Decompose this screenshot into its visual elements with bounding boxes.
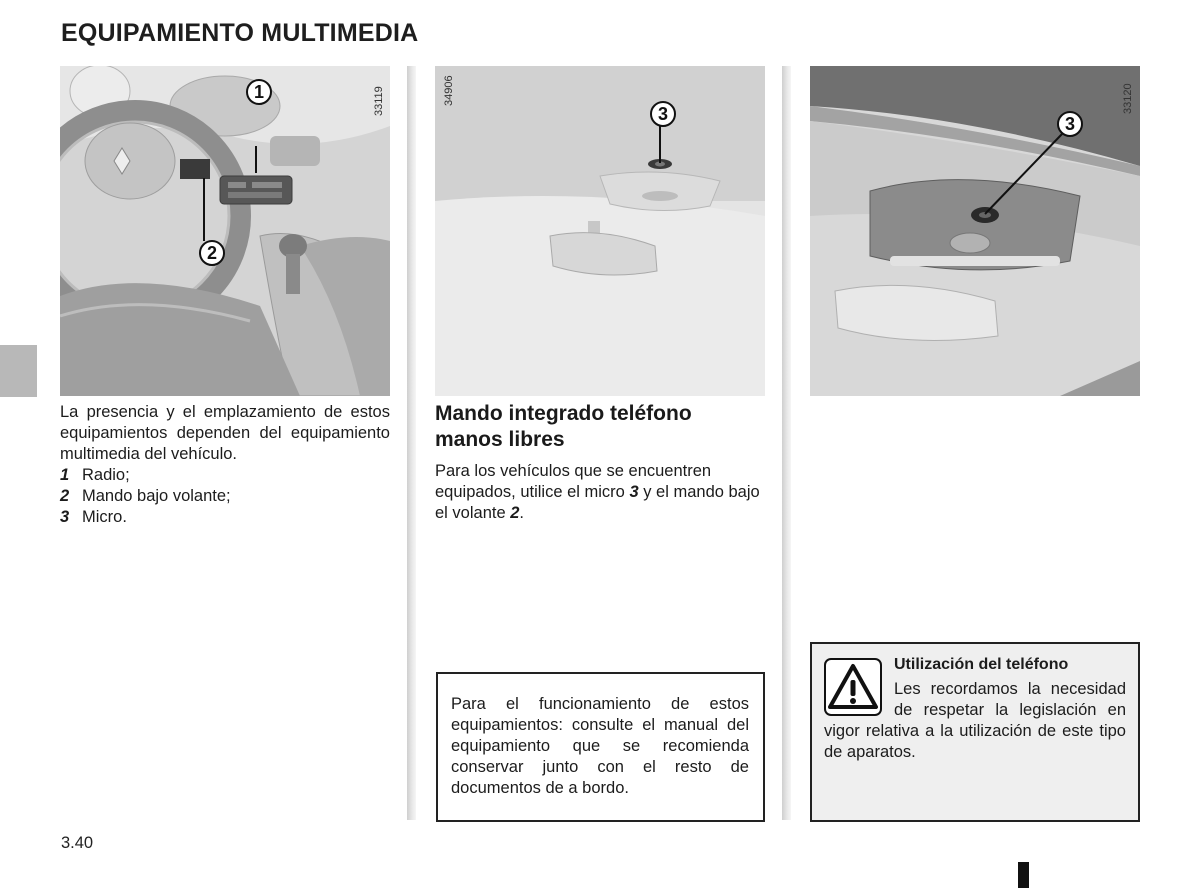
roof-microphone-photo (435, 66, 765, 396)
column-divider-left (407, 66, 416, 820)
paragraph-text: . (519, 504, 524, 522)
page-number: 3.40 (61, 834, 94, 852)
figure-ref-code: 33119 (373, 86, 385, 116)
warning-triangle-icon (824, 658, 882, 716)
dashboard-photo (60, 66, 390, 396)
callout-3: 3 (1057, 111, 1083, 137)
page-title: EQUIPAMIENTO MULTIMEDIA (61, 19, 419, 47)
section-heading: Mando integrado teléfono manos libres (435, 402, 692, 451)
list-item (60, 465, 390, 486)
list-item-number: 1 (60, 466, 70, 484)
warning-box (810, 642, 1140, 822)
figure-ref-code: 34906 (443, 75, 455, 106)
handsfree-paragraph (435, 461, 767, 524)
list-item (60, 486, 390, 507)
ref-number: 2 (510, 504, 520, 522)
list-item-label: Micro. (82, 508, 127, 526)
roof-console-photo (810, 66, 1140, 396)
callout-1: 1 (246, 79, 272, 105)
page-edge-mark (1018, 862, 1029, 888)
note-box (436, 672, 765, 822)
figure-ref-code: 33120 (1122, 83, 1134, 114)
warning-title: Utilización del teléfono (894, 656, 1069, 673)
callout-2: 2 (199, 240, 225, 266)
paragraph-text: y el mando bajo el volante (435, 483, 760, 522)
warning-text: Les recordamos la necesidad de respetar la legislación en vigor relativa a la utilización de este tipo de aparatos. (824, 680, 1126, 761)
chapter-tab (0, 345, 37, 397)
list-item-label: Radio; (82, 466, 130, 484)
callout-3: 3 (650, 101, 676, 127)
list-item-label: Mando bajo volante; (82, 487, 231, 505)
ref-number: 3 (629, 483, 639, 501)
paragraph-text: Para los vehículos que se encuentren equipados, utilice el micro (435, 462, 712, 501)
equipment-list (60, 465, 390, 528)
intro-paragraph: La presencia y el emplazamiento de estos equipamientos dependen del equipamiento multimedia del vehículo. (60, 403, 390, 463)
list-item-number: 2 (60, 487, 70, 505)
list-item (60, 507, 390, 528)
note-text: Para el funcionamiento de estos equipamientos: consulte el manual del equipamiento que se recomienda conservar junto con el resto de documentos de a bordo. (451, 695, 749, 797)
column-divider-right (782, 66, 791, 820)
list-item-number: 3 (60, 508, 70, 526)
